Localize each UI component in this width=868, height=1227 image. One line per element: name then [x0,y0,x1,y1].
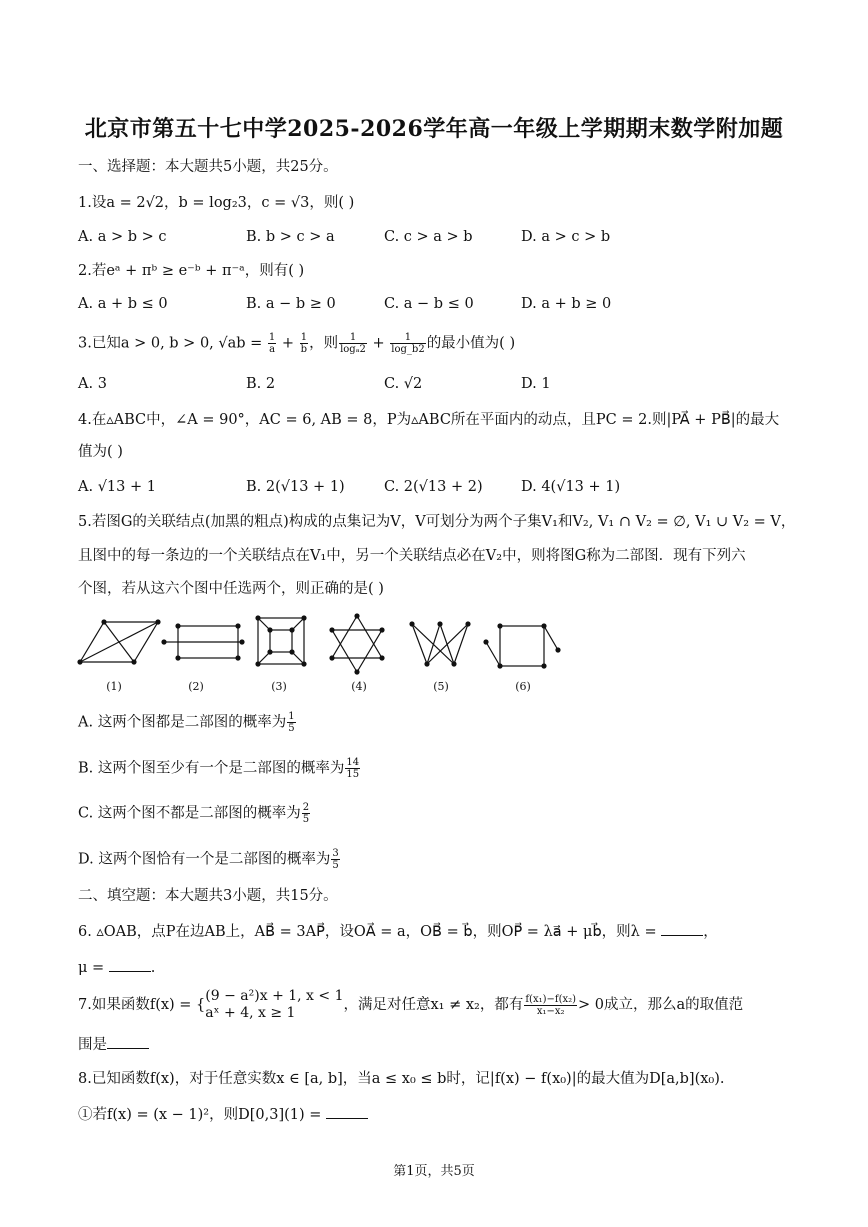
graph-2 [164,626,242,658]
q5-option-a: A. 这两个图都是二部图的概率为 $\frac{1}{5}$ [78,711,295,734]
q3-stem-part-c: 的最小值为( ) [426,335,516,352]
graph-label-5: (5) [433,680,449,693]
graph-4 [332,616,382,672]
q2-option-c: C. a − b ≤ 0 [384,296,474,312]
question-8-line-1: 8.已知函数f(x)，对于任意实数x ∈ [a, b]，当a ≤ x₀ ≤ b时，记|f(x) − f(x₀)|的最大值为D[a,b](x₀). [78,1071,725,1087]
q1-option-d: D. a > c > b [521,229,611,245]
q4-option-c: C. 2(√13 + 2) [384,479,483,495]
q4-option-d: D. 4(√13 + 1) [521,479,621,495]
graph-label-2: (2) [188,680,204,693]
q3-fraction-3: $\frac{1}{\text{logₐ2}}$ [340,332,366,355]
question-3-stem [78,332,515,355]
question-5-stem-line-3: 个图，若从这六个图中任选两个，则正确的是( ) [78,581,384,597]
section-heading-fill: 二、填空题：本大题共3小题，共15分。 [78,888,338,904]
graph-label-1: (1) [106,680,122,693]
q5-option-d: D. 这两个图恰有一个是二部图的概率为 $\frac{3}{5}$ [78,848,339,871]
q5-option-b: B. 这两个图至少有一个是二部图的概率为 $\frac{14}{15}$ [78,757,360,780]
question-1-stem: 1.设a = 2√2，b = log₂3，c = √3，则( ) [78,195,355,211]
question-7-line-1: 7.如果函数f(x) = { (9 − a²)x + 1, x < 1 aˣ + 4, x ≥ 1 ，满足对任意x₁ ≠ x₂，都有 $\frac{\text{f(x₁)−f(x₂)}}{\text{x₁−x₂}}$ > 0成立，那么a的取值范 [78,988,744,1021]
q3-fraction-1: $\frac{1}{a}$ [268,332,276,355]
q1-option-a: A. a > b > c [78,229,167,245]
question-5-stem-line-2: 且图中的每一条边的一个关联结点在V₁中，另一个关联结点必在V₂中，则将图G称为二部图．现有下列六 [78,548,746,564]
question-6-line-1: 6. ▵OAB，点P在边AB上，AB⃗ = 3AP⃗，设OA⃗ = a，OB⃗ = b⃗，则OP⃗ = λa⃗ + μb⃗，则λ = ， [78,921,718,942]
q2-option-d: D. a + b ≥ 0 [521,296,612,312]
q6-blank-mu [109,957,151,972]
graph-6 [486,626,558,666]
q8-blank [326,1104,368,1119]
bipartite-graphs-figure [74,612,574,697]
q3-option-c: C. √2 [384,376,423,392]
graph-3 [258,618,304,664]
q3-fraction-4: $\frac{1}{\log\_b2}$ [391,332,425,355]
q1-option-b: B. b > c > a [246,229,335,245]
q3-stem-part-b: ，则 [309,335,339,352]
question-5-stem-line-1: 5.若图G的关联结点(加黑的粗点)构成的点集记为V，V可划分为两个子集V₁和V₂, V₁ ∩ V₂ = ∅, V₁ ∪ V₂ = V， [78,514,796,530]
q3-option-d: D. 1 [521,376,551,392]
q5-option-c: C. 这两个图不都是二部图的概率为 $\frac{2}{5}$ [78,802,310,825]
page-title: 北京市第五十七中学2025-2026学年高一年级上学期期末数学附加题 [84,116,784,142]
graph-label-4: (4) [351,680,367,693]
page-footer: 第1页，共5页 [393,1164,475,1179]
graph-label-3: (3) [271,680,287,693]
q3-plus: + [281,335,295,352]
q7-blank [107,1034,149,1049]
section-heading-choice: 一、选择题：本大题共5小题，共25分。 [78,159,338,175]
q7-piecewise: (9 − a²)x + 1, x < 1 aˣ + 4, x ≥ 1 [205,988,344,1021]
q3-plus-2: + [372,335,385,352]
graph-5 [412,624,468,664]
graph-label-6: (6) [515,680,531,693]
question-4-stem-line-1: 4.在▵ABC中，∠A = 90°，AC = 6, AB = 8，P为▵ABC所在平面内的动点，且PC = 2.则|PA⃗ + PB⃗|的最大 [78,412,780,428]
q4-option-b: B. 2(√13 + 1) [246,479,345,495]
q4-option-a: A. √13 + 1 [78,479,156,495]
q3-fraction-2: $\frac{1}{b}$ [300,332,308,355]
question-2-stem: 2.若eᵃ + πᵇ ≥ e⁻ᵇ + π⁻ᵃ，则有( ) [78,263,305,279]
question-8-line-2: ①若f(x) = (x − 1)²，则D[0,3](1) = [78,1104,368,1125]
q3-stem-part-a: 3.已知a > 0, b > 0, √ab = [78,335,263,352]
graph-1 [80,622,158,662]
q3-option-a: A. 3 [78,376,107,392]
q6-blank-lambda [661,921,703,936]
question-4-stem-line-2: 值为( ) [78,444,123,460]
question-7-line-2: 围是 [78,1034,149,1055]
q2-option-b: B. a − b ≥ 0 [246,296,336,312]
q1-option-c: C. c > a > b [384,229,473,245]
question-6-line-2: μ = . [78,957,155,978]
q2-option-a: A. a + b ≤ 0 [78,296,168,312]
q3-option-b: B. 2 [246,376,276,392]
